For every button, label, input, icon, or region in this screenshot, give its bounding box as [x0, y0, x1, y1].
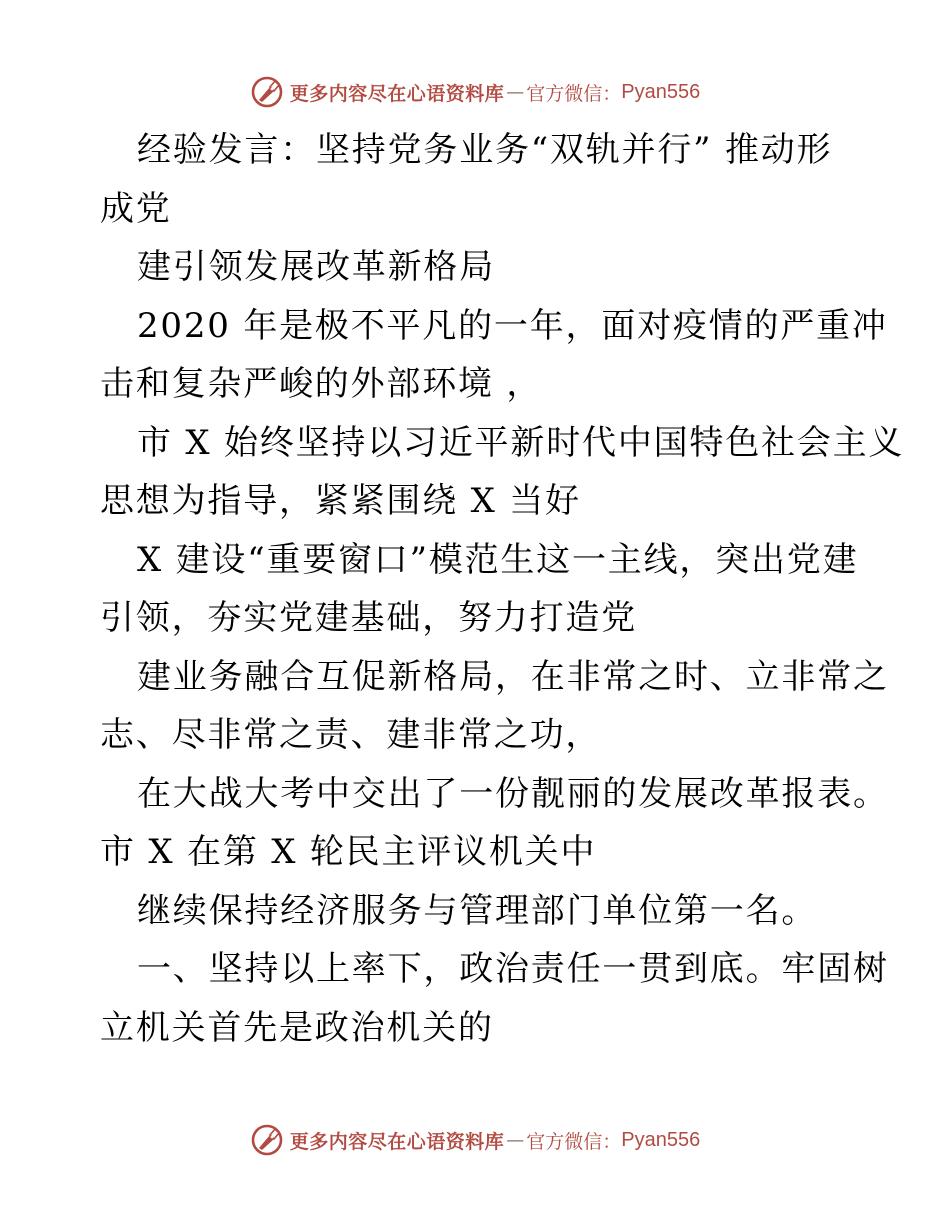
body-line: 立机关首先是政治机关的 [100, 1007, 494, 1048]
document-body [100, 121, 905, 1057]
header-brand-text: 更多内容尽在心语资料库 [289, 82, 505, 105]
body-line: 继续保持经济服务与管理部门单位第一名。 [137, 890, 818, 931]
footer-dash: — [506, 1129, 525, 1151]
body-line: 经验发言：坚持党务业务“双轨并行” 推动形 [137, 130, 833, 170]
footer-wechat-id: Pyan556 [621, 1128, 701, 1151]
body-line: 一、坚持以上率下，政治责任一贯到底。牢固树 [137, 949, 889, 989]
header-wechat-label: 官方微信： [526, 82, 622, 105]
footer-wechat-label: 官方微信： [526, 1130, 622, 1153]
body-line: X 建设“重要窗口”模范生这一主线，突出党建 [137, 539, 859, 580]
header-wechat-id: Pyan556 [621, 80, 701, 103]
body-line: 志、尽非常之责、建非常之功， [100, 715, 602, 755]
body-line: 击和复杂严峻的外部环境 ， [100, 364, 543, 404]
pen-nib-circle-icon [250, 1123, 284, 1157]
body-line: 思想为指导，紧紧围绕 X 当好 [100, 481, 581, 521]
body-line: 成党 [100, 188, 172, 229]
body-line: 在大战大考中交出了一份靓丽的发展改革报表。 [137, 773, 889, 814]
body-line: 市 X 始终坚持以习近平新时代中国特色社会主义 [137, 422, 905, 463]
body-line: 2020 年是极不平凡的一年，面对疫情的严重冲 [137, 305, 888, 346]
body-line: 引领，夯实党建基础，努力打造党 [100, 598, 637, 638]
footer-banner [0, 1120, 950, 1160]
header-dash: — [506, 81, 525, 103]
body-line: 建引领发展改革新格局 [137, 247, 495, 287]
header-banner [0, 72, 950, 112]
body-line: 市 X 在第 X 轮民主评议机关中 [100, 832, 597, 872]
body-line: 建业务融合互促新格局，在非常之时、立非常之 [137, 656, 889, 697]
footer-brand-text: 更多内容尽在心语资料库 [289, 1130, 505, 1153]
pen-nib-circle-icon [250, 75, 284, 109]
